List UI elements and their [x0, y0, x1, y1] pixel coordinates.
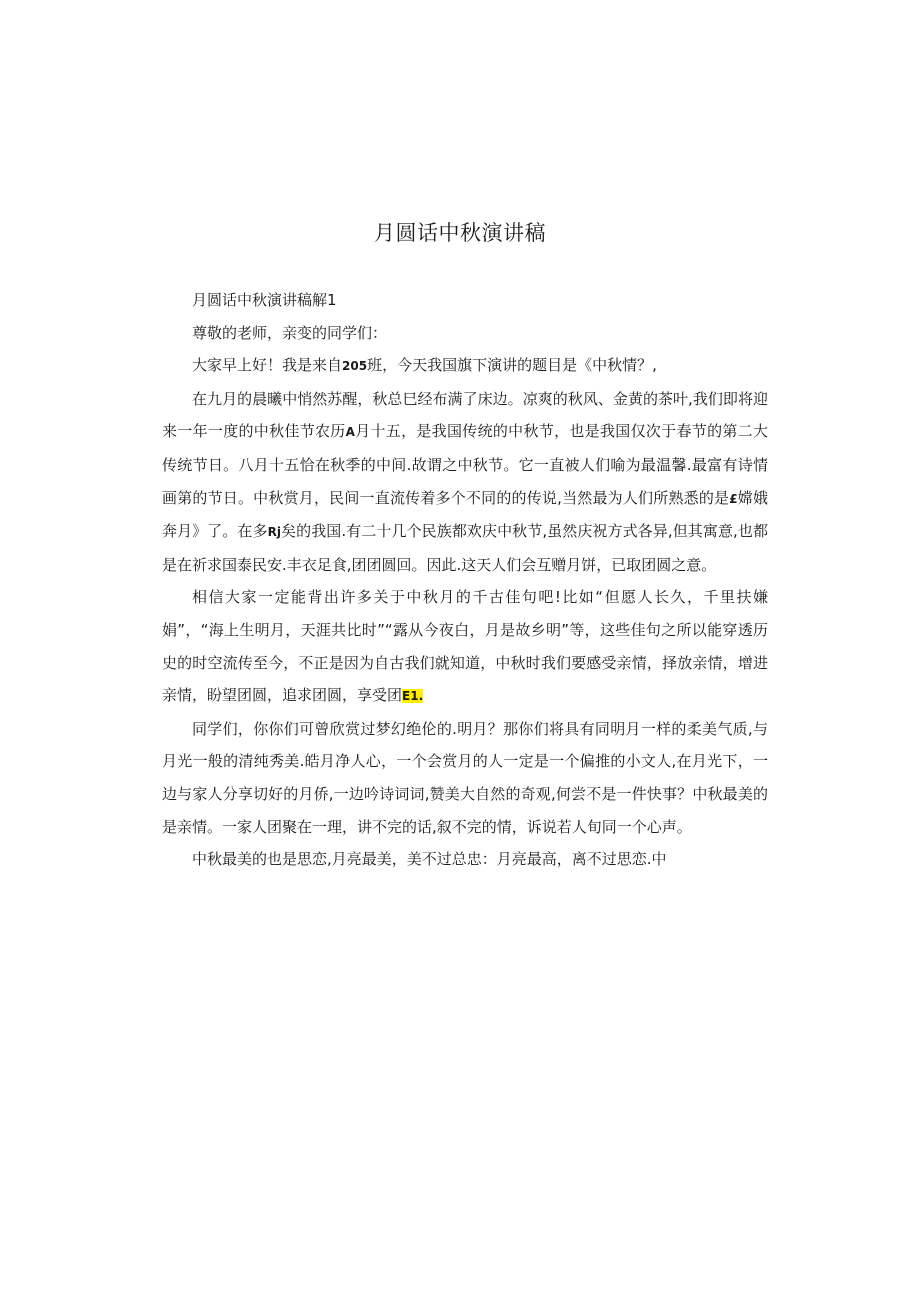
ocr-pound: £ — [729, 491, 738, 506]
document-body — [162, 284, 768, 876]
document-title: 月圆话中秋演讲稿 — [374, 221, 546, 245]
greeting-paragraph: 尊敬的老师，亲变的同学们： — [192, 323, 388, 342]
intro-paragraph: 大家早上好！我是来自205班，今天我国旗下演讲的题目是《中秋情？, — [192, 356, 657, 375]
moon-paragraph: 同学们，你你们可曾欣赏过梦幻绝伦的.明月？那你们将具有同明月一样的柔美气质,与月光一般的清纯秀美.皓月净人心，一个会赏月的人一定是一个偏推的小文人,在月光下，一边与家人分享切好的月侨,一边吟诗词词,赞美大自然的奇观,何尝不是一件快事？中秋最美的是亲情。一家人团聚在一理，讲不完的话,叙不完的情，诉说若人旬同一个心声。 — [162, 719, 768, 836]
ocr-rj: Rj — [267, 525, 281, 540]
longing-paragraph: 中秋最美的也是思恋,月亮最美，美不过总忠：月亮最高，离不过思恋.中 — [192, 850, 667, 869]
document-subtitle: 月圆话中秋演讲稿解1 — [192, 291, 337, 309]
class-number: 205 — [342, 359, 368, 374]
highlighted-text: E1. — [402, 689, 424, 704]
poems-paragraph: 相信大家一定能背出许多关于中秋月的千古佳句吧!比如“但愿人长久，千里扶嫌娟”，“海上生明月，天涯共比时”“露从今夜白，月是故乡明”等，这些佳句之所以能穿透历史的时空流传至今，不正是因为自古我们就知道，中秋时我们要感受亲情，择放亲情，增进亲情，盼望团圆，追求团圆，享受团E1. — [162, 588, 768, 705]
festival-paragraph: 在九月的晨曦中悄然苏醒，秋总巳经布满了床边。凉爽的秋风、金黄的茶叶,我们即将迎来一年一度的中秋佳节农历A月十五，是我国传统的中秋节，也是我国仅次于春节的第二大传统节日。八月十五恰在秋季的中间.故谓之中秋节。它一直被人们喻为最温馨.最富有诗情画第的节日。中秋赏月，民间一直流传着多个不同的的传说,当然最为人们所熟悉的是£嫦娥奔月》了。在多Rj矣的我国.有二十几个民族都欢庆中秋节,虽然庆祝方式各异,但其寓意,也都是在祈求国泰民安.丰衣足食,团团圆回。因此.这天人们会互赠月饼，已取团圆之意。 — [162, 389, 768, 574]
ocr-letter: A — [345, 425, 355, 440]
